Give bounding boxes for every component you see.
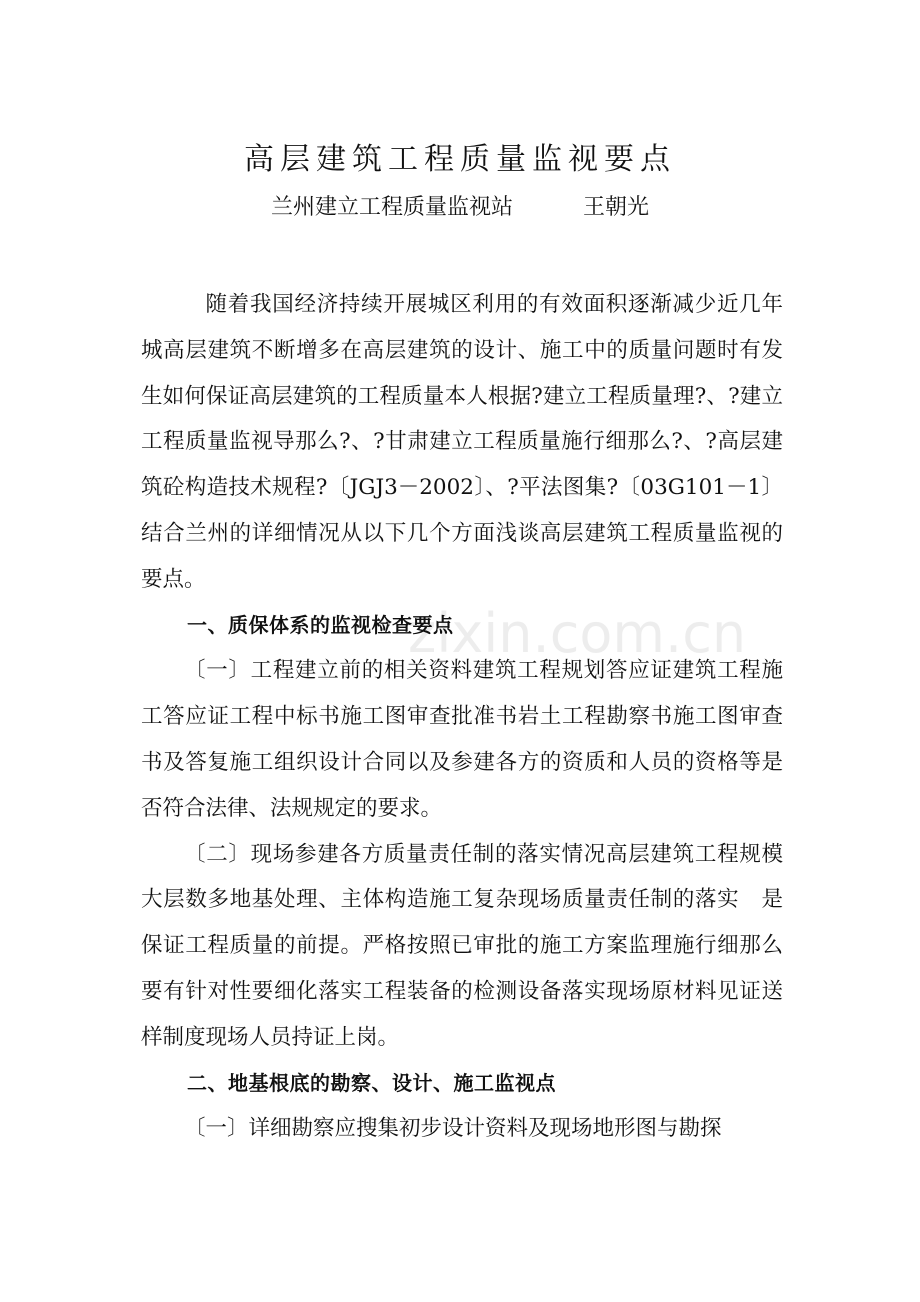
author-organization: 兰州建立工程质量监视站 [270, 195, 513, 220]
section-2-heading: 二、地基根底的勘察、设计、施工监视点 [187, 1070, 556, 1095]
section-1-heading: 一、质保体系的监视检查要点 [187, 612, 454, 637]
author-name: 王朝光 [583, 195, 650, 220]
document-title: 高层建筑工程质量监视要点 [244, 142, 676, 177]
section-2-item-1: 〔一〕详细勘察应搜集初步设计资料及现场地形图与勘探 [184, 1116, 722, 1142]
author-line [0, 190, 920, 226]
watermark-text: zixin.com.cn [408, 602, 747, 665]
section-1-item-2: 〔二〕现场参建各方质量责任制的落实情况高层建筑工程规模大层数多地基处理、主体构造施工复杂现场质量责任制的落实 是保证工程质量的前提。严格按照已审批的施工方案监理施行细那么要有针对性要细化落实工程装备的检测设备落实现场原材料见证送样制度现场人员持证上岗。 [141, 841, 783, 1050]
document-body [141, 282, 783, 1152]
intro-paragraph: 随着我国经济持续开展城区利用的有效面积逐渐减少近几年城高层建筑不断增多在高层建筑的设计、施工中的质量问题时有发生如何保证高层建筑的工程质量本人根据?建立工程质量理?、?建立工程质量监视导那么?、?甘肃建立工程质量施行细那么?、?高层建筑砼构造技术规程?〔JGJ3－2002〕、?平法图集?〔03G101－1〕结合兰州的详细情况从以下几个方面浅谈高层建筑工程质量监视的要点。 [141, 292, 783, 592]
section-1-item-1: 〔一〕工程建立前的相关资料建筑工程规划答应证建筑工程施工答应证工程中标书施工图审查批准书岩土工程勘察书施工图审查书及答复施工组织设计合同以及参建各方的资质和人员的资格等是否符合法律、法规规定的要求。 [141, 658, 783, 821]
